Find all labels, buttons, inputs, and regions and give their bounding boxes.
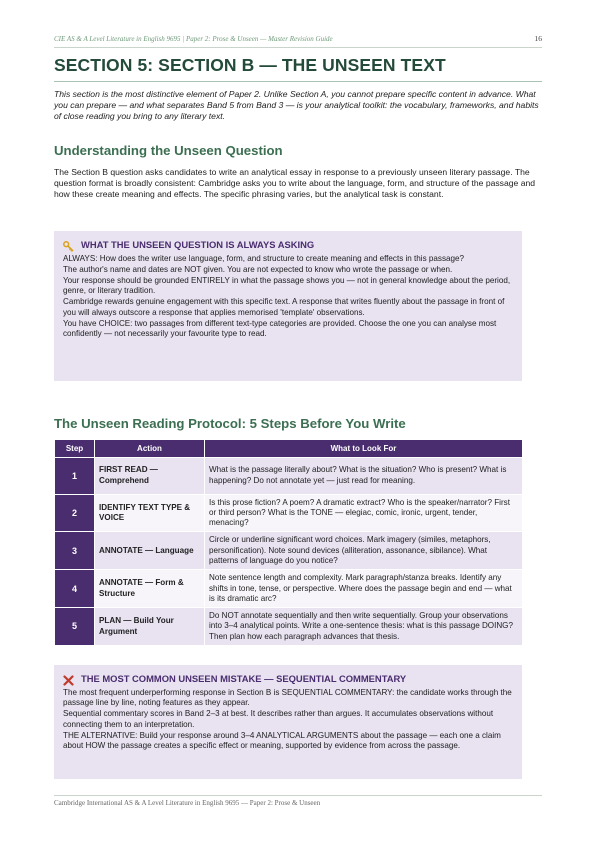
page-footer: Cambridge International AS & A Level Literature in English 9695 — Paper 2: Prose & Unseen <box>54 795 542 807</box>
callout-title: THE MOST COMMON UNSEEN MISTAKE — SEQUENTIAL COMMENTARY <box>81 673 407 684</box>
callout-line: THE ALTERNATIVE: Build your response around 3–4 ANALYTICAL ARGUMENTS about the passage — each one a claim about HOW the passage creates a specific effect or meaning, supported by evidence from across the passage. <box>63 730 501 751</box>
column-header-action: Action <box>95 440 205 458</box>
running-header <box>54 34 542 48</box>
section-title: SECTION 5: SECTION B — THE UNSEEN TEXT <box>54 55 542 82</box>
callout-line: Cambridge rewards genuine engagement with this specific text. A response that writes fluently about the passage in front of you will always outscore a response that applies memorised 'template' observations. <box>63 297 505 317</box>
step-number: 1 <box>55 458 95 495</box>
running-title: CIE AS & A Level Literature in English 9695 | Paper 2: Prose & Unseen — Master Revision Guide <box>54 35 333 43</box>
understanding-paragraph: The Section B question asks candidates to write an analytical essay in response to a previously unseen literary passage. The question format is broadly consistent: Cambridge asks you to write about the language, form, and structure of the passage and how these create meaning and effects. The specific phrasing varies, but the analytical task is constant. <box>54 167 536 199</box>
callout-line: Sequential commentary scores in Band 2–3 at best. It describes rather than argues. It accumulates observations without connecting them to an interpretation. <box>63 709 494 729</box>
callout-common-mistake <box>54 665 522 779</box>
callout-line: Your response should be grounded ENTIRELY in what the passage shows you — not in general knowledge about the period, genre, or literary tradition. <box>63 276 511 296</box>
intro-paragraph: This section is the most distinctive element of Paper 2. Unlike Section A, you cannot prepare specific content in advance. What you can prepare — and what separates Band 5 from Band 3 — is your analytical toolkit: the vocabulary, frameworks, and habits of close reading you bring to any literary text. <box>54 89 539 121</box>
table-row <box>55 458 523 495</box>
table-row <box>55 532 523 570</box>
understanding-heading: Understanding the Unseen Question <box>54 143 283 158</box>
callout-line: The most frequent underperforming response in Section B is SEQUENTIAL COMMENTARY: the candidate works through the passage line by line, noting features as they appear. <box>63 688 512 708</box>
column-header-step: Step <box>55 440 95 458</box>
cross-icon <box>63 673 74 684</box>
protocol-heading: The Unseen Reading Protocol: 5 Steps Before You Write <box>54 416 406 431</box>
step-look-for: What is the passage literally about? What is the situation? Who is present? What is happening? Do not annotate yet — just read for meaning. <box>205 458 523 495</box>
step-look-for: Is this prose fiction? A poem? A dramatic extract? Who is the speaker/narrator? First or third person? What is the TONE — elegiac, comic, ironic, urgent, tender, menacing? <box>205 494 523 532</box>
step-action: FIRST READ — Comprehend <box>95 458 205 495</box>
table-row <box>55 570 523 608</box>
step-look-for: Circle or underline significant word choices. Mark imagery (similes, metaphors, personification). Note sound devices (alliteration, assonance, sibilance). What patterns of language do you notice? <box>205 532 523 570</box>
step-action: PLAN — Build Your Argument <box>95 608 205 646</box>
step-look-for: Do NOT annotate sequentially and then write sequentially. Group your observations into 3–4 analytical points. Write a one-sentence thesis: what is this passage DOING? Then plan how each paragraph advances that thesis. <box>205 608 523 646</box>
callout-title: WHAT THE UNSEEN QUESTION IS ALWAYS ASKING <box>81 239 315 250</box>
column-header-look: What to Look For <box>205 440 523 458</box>
step-action: IDENTIFY TEXT TYPE & VOICE <box>95 494 205 532</box>
step-number: 2 <box>55 494 95 532</box>
step-action: ANNOTATE — Form & Structure <box>95 570 205 608</box>
key-icon <box>63 239 74 250</box>
step-number: 4 <box>55 570 95 608</box>
callout-line: ALWAYS: How does the writer use language, form, and structure to create meaning and effects in this passage? <box>63 254 465 263</box>
step-number: 3 <box>55 532 95 570</box>
protocol-table <box>54 439 523 646</box>
page-number: 16 <box>534 34 542 43</box>
step-look-for: Note sentence length and complexity. Mark paragraph/stanza breaks. Identify any shifts in tone, tense, or perspective. Where does the passage begin and end — what is its dramatic arc? <box>205 570 523 608</box>
callout-line: You have CHOICE: two passages from different text-type categories are provided. Choose the one you can analyse most confidently — not necessarily your favourite type to read. <box>63 318 497 339</box>
callout-line: The author's name and dates are NOT given. You are not expected to know who wrote the passage or when. <box>63 265 453 274</box>
step-number: 5 <box>55 608 95 646</box>
table-row <box>55 494 523 532</box>
table-row <box>55 608 523 646</box>
callout-always-asking <box>54 231 522 381</box>
step-action: ANNOTATE — Language <box>95 532 205 570</box>
